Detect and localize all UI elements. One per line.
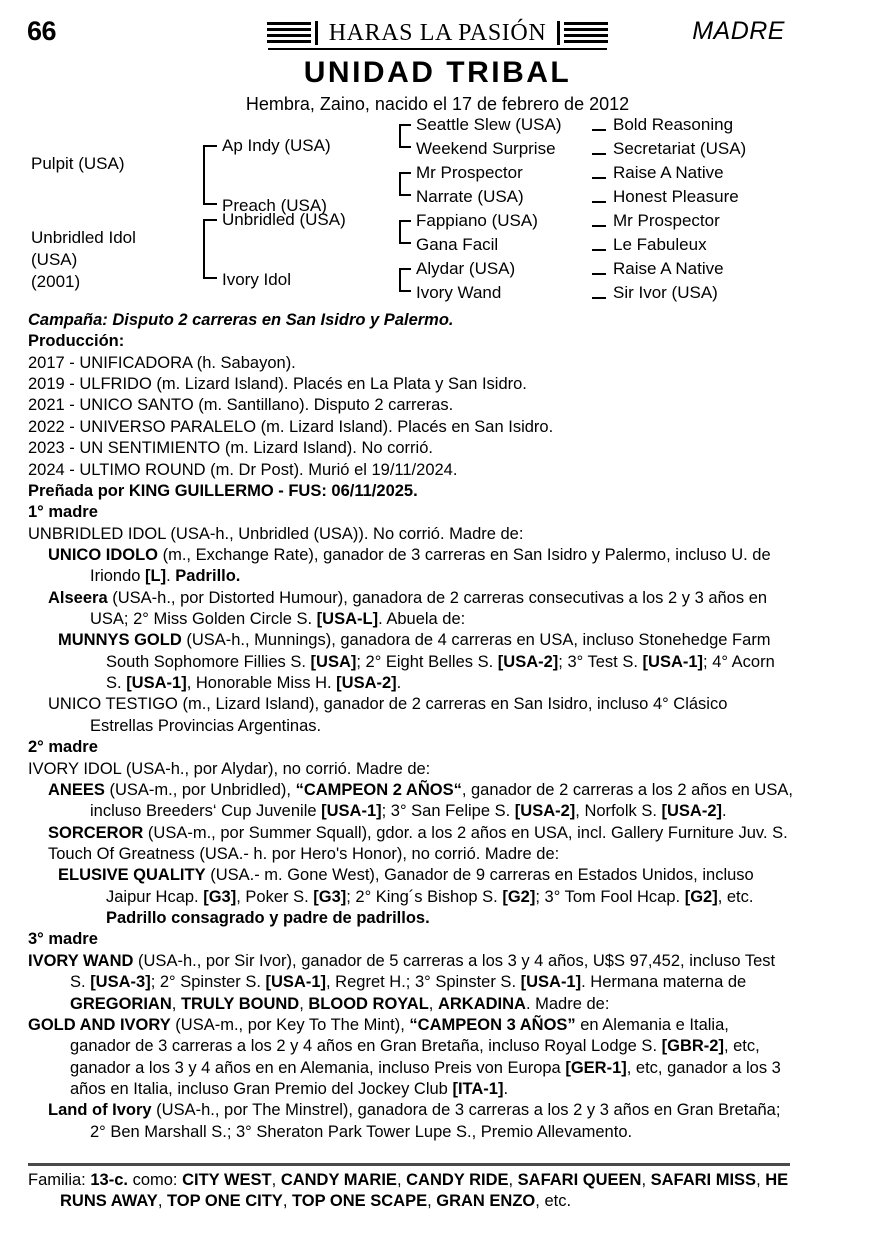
entry-text: , Regret H.; 3° Spinster S. <box>326 973 521 992</box>
pedigree-dam-line2: (USA) <box>31 250 78 269</box>
sep: , <box>508 1171 518 1189</box>
familia-name: CITY WEST <box>182 1171 272 1189</box>
madre1-heading: 1° madre <box>28 503 98 522</box>
entry-text: (USA.- h. por Hero's Honor), no corrió. Madre de: <box>194 844 560 863</box>
entry-text: (USA-h., por Distorted Humour), ganadora de 2 carreras consecutivas a los 2 y 3 años en USA; 2° Miss Golden Circle S. <box>90 588 768 629</box>
pedigree-gen4-5: Le Fabuleux <box>613 235 707 254</box>
familia-code: 13-c. <box>90 1171 128 1189</box>
dash-gen4-3 <box>592 201 606 203</box>
entry-text: (USA-h., Munnings), ganadora de 4 carreras en USA, incluso Stonehedge Farm South Sophomore Fillies S. <box>106 631 771 671</box>
bracket-gen3-3 <box>399 268 411 292</box>
entry-text: (USA-h., por The Minstrel), ganadora de 3 carreras a los 2 y 3 años en Gran Bretaña; 2° Ben Marshall S.; 3° Sheraton Park Tower Lupe S., Premio Allevamento. <box>90 1101 781 1141</box>
produccion-item: 2017 - UNIFICADORA (h. Sabayon). <box>28 353 296 372</box>
entry-text: , etc. <box>717 887 754 906</box>
pedigree-chart <box>0 115 875 310</box>
produccion-item: 2022 - UNIVERSO PARALELO (m. Lizard Island). Placés en San Isidro. <box>28 417 554 436</box>
entry-text: en Alemania e Italia, ganador de 3 carreras a los 2 y 4 años en Gran Bretaña, incluso Royal Lodge S. <box>70 1015 729 1056</box>
entry-text: , Poker S. <box>236 887 314 906</box>
entry-name: Land of Ivory <box>48 1101 152 1120</box>
sep: , <box>157 1192 167 1211</box>
madre1-entry-munnys-gold <box>28 630 793 694</box>
entry-grade: [USA-1] <box>642 652 704 671</box>
familia-name: CANDY RIDE <box>406 1171 509 1189</box>
entry-grade: [USA-L] <box>316 610 379 629</box>
pedigree-gen3-1: Weekend Surprise <box>416 139 556 158</box>
pedigree-gen3-0: Seattle Slew (USA) <box>416 115 562 134</box>
entry-name: IVORY WAND <box>28 951 134 970</box>
pedigree-gen4-4: Mr Prospector <box>613 211 720 230</box>
familia-como: como: <box>132 1171 178 1189</box>
bracket-gen2-sire <box>203 145 217 205</box>
brand-name: HARAS LA PASIÓN <box>328 19 547 46</box>
entry-text: . <box>166 567 176 586</box>
entry-text: (USA.- m. Gone West), Ganador de 9 carreras en Estados Unidos, incluso Jaipur Hcap. <box>106 866 754 906</box>
familia-name: CANDY MARIE <box>280 1171 397 1189</box>
entry-text: , Norfolk S. <box>575 802 662 821</box>
madre2-intro: IVORY IDOL (USA-h., por Alydar), no corrió. Madre de: <box>28 759 431 778</box>
madre1-intro: UNBRIDLED IDOL (USA-h., Unbridled (USA)). No corrió. Madre de: <box>28 524 524 543</box>
entry-grade: [GBR-2] <box>661 1037 724 1056</box>
entry-text: ; 4° Acorn S. <box>106 652 775 693</box>
madre2-entry-elusive-quality <box>28 865 793 908</box>
bars-right-icon <box>564 22 608 44</box>
entry-text: ; 3° Tom Fool Hcap. <box>535 887 685 906</box>
pregnancy-status: Preñada por KING GUILLERMO - FUS: 06/11/2025. <box>28 481 418 500</box>
pedigree-gen4-6: Raise A Native <box>613 259 724 278</box>
sep: , <box>428 994 438 1013</box>
sep: , <box>171 994 181 1013</box>
sep: , <box>271 1171 281 1189</box>
familia-name: GRAN ENZO <box>436 1192 536 1211</box>
entry-champion: “CAMPEON 2 AÑOS“ <box>295 780 462 799</box>
dash-gen4-7 <box>592 297 606 299</box>
dash-gen4-5 <box>592 249 606 251</box>
pedigree-gen3-2: Mr Prospector <box>416 163 523 182</box>
page-footer <box>28 1163 790 1213</box>
sep: , <box>535 1192 545 1211</box>
pedigree-gen3-5: Gana Facil <box>416 235 499 254</box>
entry-grade: [USA-3] <box>90 973 151 992</box>
entry-text: (USA-m., por Summer Squall), gdor. a los 2 años en USA, incl. Gallery Furniture Juv. S. <box>143 823 788 842</box>
entry-text: (m., Lizard Island), ganador de 2 carreras en San Isidro, incluso 4° Clásico Estrellas Provincias Argentinas. <box>90 695 728 735</box>
produccion-item: 2021 - UNICO SANTO (m. Santillano). Disputo 2 carreras. <box>28 396 454 415</box>
pedigree-gen2-3: Ivory Idol <box>222 270 291 289</box>
familia-etc: etc. <box>544 1192 572 1211</box>
entry-grade: [ITA-1] <box>452 1079 504 1098</box>
entry-grade: [G3] <box>313 887 347 906</box>
entry-grade: [USA] <box>310 652 357 671</box>
divider-right-icon <box>557 21 560 45</box>
entry-text: . Hermana materna de <box>581 973 747 992</box>
sibling-name: GREGORIAN <box>70 994 172 1013</box>
horse-subtitle: Hembra, Zaino, nacido el 17 de febrero de 2012 <box>245 94 630 114</box>
produccion-label: Producción: <box>28 332 125 351</box>
entry-grade: [USA-2] <box>661 802 722 821</box>
sep: , <box>641 1171 651 1189</box>
entry-name: Alseera <box>48 588 108 607</box>
madre2-heading: 2° madre <box>28 738 98 757</box>
familia-label: Familia: <box>28 1171 86 1189</box>
dash-gen4-4 <box>592 225 606 227</box>
pedigree-gen3-4: Fappiano (USA) <box>416 211 538 230</box>
entry-name: GOLD AND IVORY <box>28 1015 171 1034</box>
entry-grade: [L] <box>145 567 167 586</box>
entry-text: . Madre de: <box>525 994 610 1013</box>
produccion-item: 2019 - ULFRIDO (m. Lizard Island). Placés en La Plata y San Isidro. <box>28 375 527 394</box>
pedigree-gen2-1: Preach (USA) <box>222 196 327 215</box>
dash-gen4-2 <box>592 177 606 179</box>
entry-grade: [G2] <box>502 887 536 906</box>
bars-left-icon <box>267 22 311 44</box>
familia-line <box>28 1170 790 1213</box>
entry-name: ANEES <box>48 780 105 799</box>
entry-text: , Honorable Miss H. <box>186 674 337 693</box>
page-header <box>0 12 875 56</box>
entry-text: . Abuela de: <box>378 610 466 629</box>
entry-text: ; 2° Spinster S. <box>150 973 266 992</box>
entry-name: MUNNYS GOLD <box>58 631 182 650</box>
horse-name: UNIDAD TRIBAL <box>303 56 572 89</box>
entry-text: . <box>396 674 402 693</box>
entry-name: UNICO IDOLO <box>48 545 158 564</box>
brand-underline <box>268 48 608 50</box>
dash-gen4-6 <box>592 273 606 275</box>
familia-name: SAFARI QUEEN <box>517 1171 642 1189</box>
pedigree-dam-line1: Unbridled Idol <box>31 228 136 247</box>
entry-grade: [USA-1] <box>321 802 382 821</box>
entry-grade: [G3] <box>203 887 237 906</box>
sibling-name: ARKADINA <box>437 994 526 1013</box>
sep: , <box>282 1192 292 1211</box>
corner-label: MADRE <box>692 17 785 45</box>
entry-tail: Padrillo. <box>175 567 241 586</box>
entry-name: UNICO TESTIGO <box>48 695 178 714</box>
madre3-entry-land-of-ivory <box>28 1100 793 1143</box>
pedigree-gen2-0: Ap Indy (USA) <box>222 136 331 155</box>
bracket-gen3-0 <box>399 124 411 148</box>
madre3-intro <box>28 951 793 1015</box>
entry-text: , etc, ganador a los 3 y 4 años en en Alemania, incluso Preis von Europa <box>70 1037 760 1077</box>
title-block <box>0 56 875 116</box>
bracket-gen3-2 <box>399 220 411 244</box>
produccion-item: 2023 - UN SENTIMIENTO (m. Lizard Island). No corrió. <box>28 439 433 458</box>
pedigree-gen3-7: Ivory Wand <box>416 283 502 302</box>
entry-text: (USA-m., por Key To The Mint), <box>170 1015 410 1034</box>
entry-grade: [USA-1] <box>265 973 327 992</box>
pedigree-gen3-6: Alydar (USA) <box>416 259 516 278</box>
bracket-gen3-1 <box>399 172 411 196</box>
produccion-item: 2024 - ULTIMO ROUND (m. Dr Post). Murió el 19/11/2024. <box>28 460 458 479</box>
familia-name: SAFARI MISS <box>650 1171 757 1189</box>
madre1-entry-alseera <box>28 588 793 631</box>
campana-line <box>28 310 793 331</box>
campana-text: Disputo 2 carreras en San Isidro y Palermo. <box>112 311 454 329</box>
madre3-entry-gold-and-ivory <box>28 1015 793 1100</box>
madre1-entry-unico-idolo <box>28 545 793 588</box>
pedigree-gen4-1: Secretariat (USA) <box>613 139 747 158</box>
sep: , <box>427 1192 437 1211</box>
bracket-gen2-dam <box>203 219 217 279</box>
pedigree-dam-line3: (2001) <box>31 272 81 291</box>
entry-text: ; 3° San Felipe S. <box>381 802 515 821</box>
page-number: 66 <box>27 16 57 46</box>
madre3-heading: 3° madre <box>28 930 98 949</box>
pedigree-body <box>28 310 793 1143</box>
madre2-elusive-tail <box>28 908 793 929</box>
divider-left-icon <box>315 21 318 45</box>
pedigree-gen4-7: Sir Ivor (USA) <box>613 283 718 302</box>
entry-text: , ganador de 2 carreras a los 2 años en USA, incluso Breeders‘ Cup Juvenile <box>90 780 793 821</box>
pedigree-gen4-0: Bold Reasoning <box>613 115 734 134</box>
pedigree-gen2-2: Unbridled (USA) <box>222 210 346 229</box>
sibling-name: TRULY BOUND <box>180 994 300 1013</box>
entry-name: SORCEROR <box>48 823 144 842</box>
madre2-entry-anees <box>28 780 793 823</box>
entry-text: ; 2° Eight Belles S. <box>356 652 498 671</box>
entry-text: . <box>503 1079 509 1098</box>
familia-name: TOP ONE SCAPE <box>292 1192 428 1211</box>
entry-tail: Padrillo consagrado y padre de padrillos. <box>106 909 430 928</box>
sibling-name: BLOOD ROYAL <box>308 994 429 1013</box>
footer-divider <box>28 1163 790 1166</box>
sep: , <box>299 994 309 1013</box>
madre1-entry-unico-testigo <box>28 694 793 737</box>
entry-text: ; 3° Test S. <box>558 652 643 671</box>
entry-grade: [USA-1] <box>520 973 582 992</box>
dash-gen4-1 <box>592 153 606 155</box>
dash-gen4-0 <box>592 129 606 131</box>
entry-grade: [GER-1] <box>565 1058 627 1077</box>
madre2-entry-touch-of-greatness <box>28 844 793 865</box>
entry-text: (m., Exchange Rate), ganador de 3 carreras en San Isidro y Palermo, incluso U. de Iriondo <box>90 545 771 586</box>
sep: , <box>756 1171 766 1189</box>
madre2-entry-sorceror <box>28 823 793 844</box>
pedigree-sire: Pulpit (USA) <box>31 154 125 173</box>
familia-name: TOP ONE CITY <box>166 1192 283 1211</box>
entry-name: ELUSIVE QUALITY <box>58 866 206 885</box>
sep: , <box>396 1171 407 1189</box>
entry-name: Touch Of Greatness <box>48 844 195 863</box>
entry-text: , etc, ganador a los 3 años en Italia, incluso Gran Premio del Jockey Club <box>70 1058 781 1098</box>
entry-grade: [USA-1] <box>126 674 187 693</box>
entry-text: ; 2° King´s Bishop S. <box>346 887 503 906</box>
entry-text: (USA-h., por Sir Ivor), ganador de 5 carreras a los 3 y 4 años, U$S 97,452, incluso Test S. <box>70 951 776 992</box>
entry-text: (USA-m., por Unbridled), <box>104 780 296 799</box>
pedigree-gen4-2: Raise A Native <box>613 163 724 182</box>
entry-grade: [USA-2] <box>514 802 576 821</box>
entry-champion: “CAMPEON 3 AÑOS” <box>409 1015 576 1034</box>
pedigree-gen3-3: Narrate (USA) <box>416 187 524 206</box>
entry-text: . <box>722 802 727 821</box>
entry-grade: [USA-2] <box>497 652 559 671</box>
campana-label: Campaña: <box>28 311 108 329</box>
familia-name: HE RUNS AWAY <box>60 1171 789 1211</box>
pedigree-gen4-3: Honest Pleasure <box>613 187 739 206</box>
entry-grade: [G2] <box>684 887 718 906</box>
entry-grade: [USA-2] <box>336 674 397 693</box>
